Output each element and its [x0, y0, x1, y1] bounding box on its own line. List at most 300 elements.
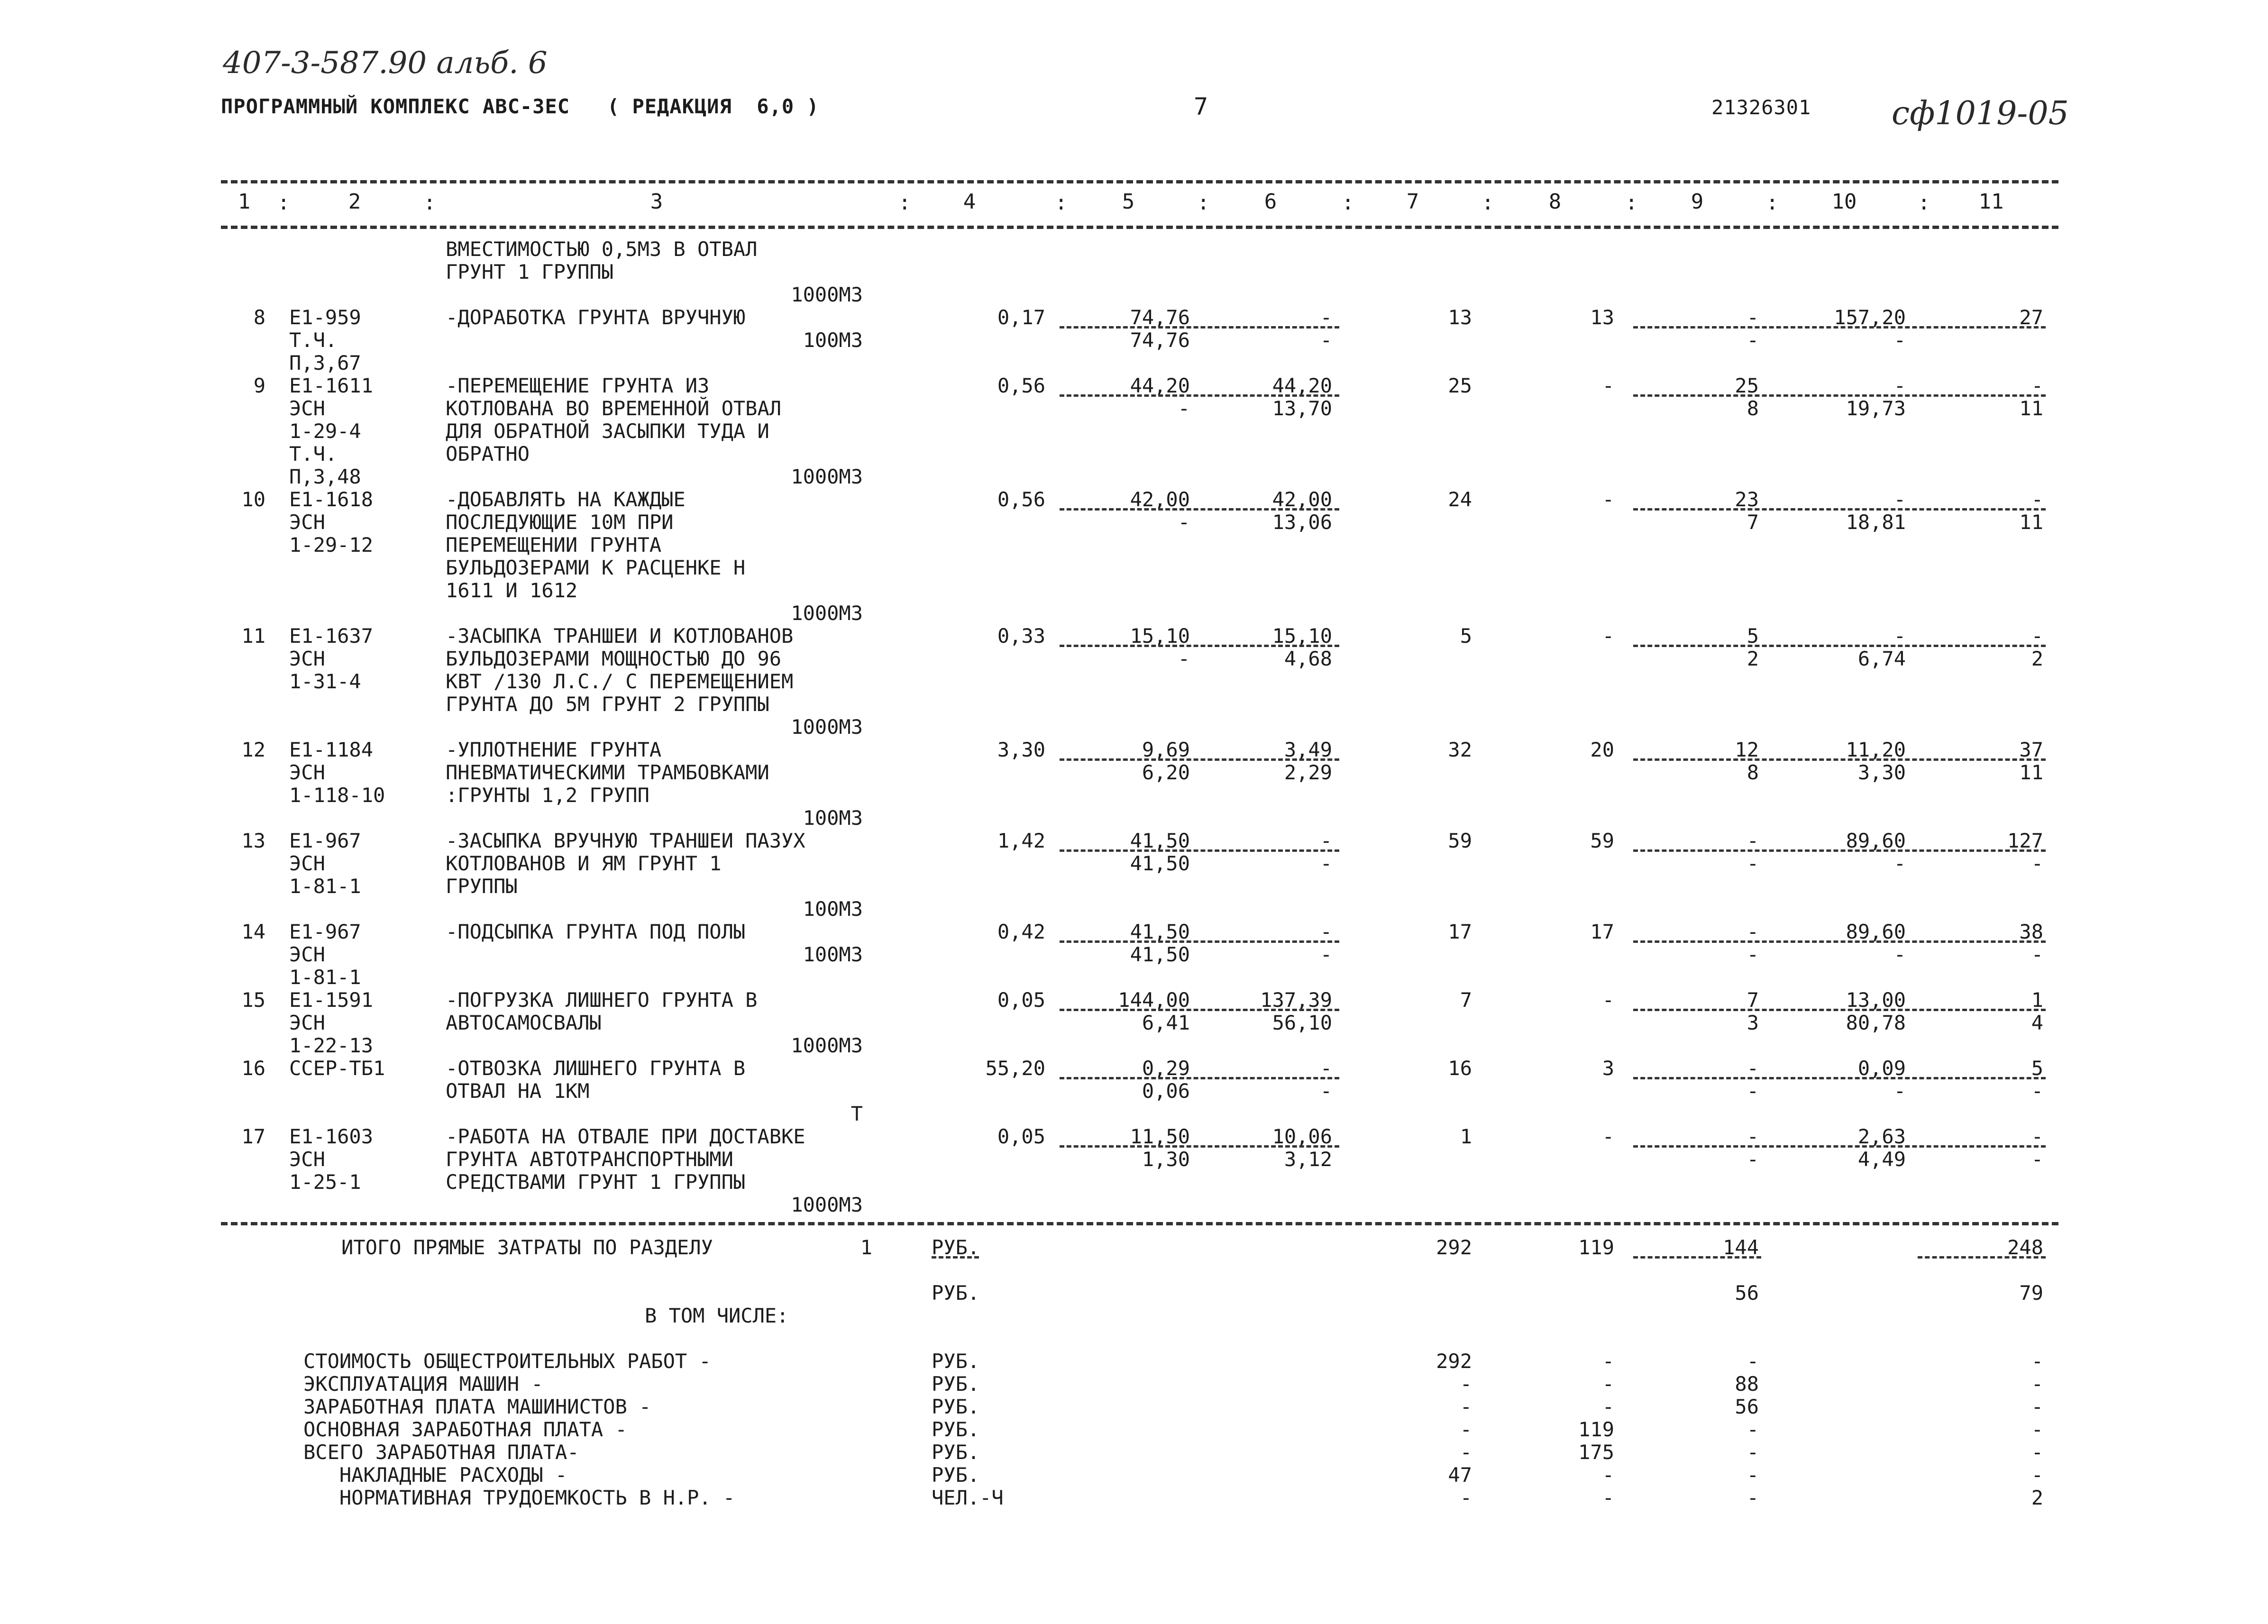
- row-col9-second: -: [1747, 943, 1759, 966]
- row-col7: 7: [1460, 988, 1472, 1012]
- column-number-2: 2: [348, 190, 361, 214]
- row-col6: 44,20: [1272, 374, 1332, 397]
- row-col10-second: 3,30: [1857, 761, 1906, 784]
- row-description: ОТВАЛ НА 1КМ: [446, 1079, 590, 1103]
- row-col11: 27: [2019, 306, 2043, 329]
- row-code: Е1-967: [289, 829, 361, 852]
- breakdown-unit: РУБ.: [932, 1418, 980, 1441]
- handwritten-document-code: сф1019-05: [1892, 95, 2069, 132]
- row-col10: 11,20: [1846, 738, 1906, 761]
- row-col8: -: [1602, 488, 1614, 511]
- breakdown-col7: -: [1460, 1372, 1472, 1396]
- cell-divider: [1633, 508, 2046, 511]
- row-col6-second: -: [1320, 1079, 1332, 1103]
- row-description: КОТЛОВАНА ВО ВРЕМЕННОЙ ОТВАЛ: [446, 397, 782, 420]
- row-col9: 7: [1747, 988, 1759, 1012]
- row-col10: 157,20: [1834, 306, 1906, 329]
- row-code: Е1-1618: [289, 488, 374, 511]
- row-col10: 13,00: [1846, 988, 1906, 1012]
- row-number: 17: [241, 1125, 265, 1148]
- breakdown-label: ВСЕГО ЗАРАБОТНАЯ ПЛАТА-: [303, 1441, 579, 1464]
- totals-label: ИТОГО ПРЯМЫЕ ЗАТРАТЫ ПО РАЗДЕЛУ: [341, 1236, 713, 1259]
- row-description: ГРУППЫ: [446, 875, 518, 898]
- row-col10: 2,63: [1857, 1125, 1906, 1148]
- row-col7: 13: [1448, 306, 1472, 329]
- cell-divider: [1633, 1256, 1761, 1259]
- cell-divider: [1633, 645, 2046, 647]
- row-col11: 1: [2031, 988, 2043, 1012]
- row-code: 1-31-4: [289, 670, 361, 693]
- breakdown-unit: ЧЕЛ.-Ч: [932, 1486, 1004, 1509]
- row-number: 8: [253, 306, 265, 329]
- row-col5-second: -: [1178, 647, 1190, 670]
- row-col10-second: -: [1893, 328, 1906, 352]
- column-number-8: 8: [1548, 190, 1562, 214]
- breakdown-col9: -: [1747, 1463, 1759, 1487]
- row-col10-second: 80,78: [1846, 1011, 1906, 1034]
- row-col5-second: 41,50: [1130, 943, 1190, 966]
- breakdown-col11: -: [2031, 1350, 2043, 1373]
- row-description: -ПОДСЫПКА ГРУНТА ПОД ПОЛЫ: [446, 920, 746, 943]
- column-separator: :: [1625, 191, 1638, 215]
- row-col10-second: 6,74: [1857, 647, 1906, 670]
- row-col11: 127: [2007, 829, 2043, 852]
- row-number: 9: [253, 374, 265, 397]
- row-col9: -: [1747, 829, 1759, 852]
- column-separator: :: [898, 191, 911, 215]
- cell-divider: [1633, 940, 2046, 943]
- row-description: -ДОБАВЛЯТЬ НА КАЖДЫЕ: [446, 488, 686, 511]
- row-number: 16: [241, 1057, 265, 1080]
- row-code: 1-29-4: [289, 420, 361, 443]
- row-col9-second: 7: [1747, 511, 1759, 534]
- row-col5: 144,00: [1118, 988, 1190, 1012]
- row-code: 1-29-12: [289, 533, 374, 557]
- row-number: 15: [241, 988, 265, 1012]
- breakdown-unit: РУБ.: [932, 1395, 980, 1418]
- breakdown-col11: -: [2031, 1418, 2043, 1441]
- row-code: Е1-1637: [289, 624, 374, 648]
- breakdown-col11: -: [2031, 1395, 2043, 1418]
- row-code: ЭСН: [289, 397, 325, 420]
- row-col9-second: -: [1747, 328, 1759, 352]
- row-col7: 16: [1448, 1057, 1472, 1080]
- breakdown-col8: -: [1602, 1486, 1614, 1509]
- row-col10-second: 18,81: [1846, 511, 1906, 534]
- row-description: АВТОСАМОСВАЛЫ: [446, 1011, 602, 1034]
- row-code: П,3,67: [289, 351, 361, 374]
- cell-divider: [1918, 1256, 2046, 1259]
- row-col10-second: -: [1893, 1079, 1906, 1103]
- row-col5: 74,76: [1130, 306, 1190, 329]
- row-description: -ОТВОЗКА ЛИШНЕГО ГРУНТА В: [446, 1057, 746, 1080]
- row-col11: -: [2031, 488, 2043, 511]
- breakdown-col8: -: [1602, 1395, 1614, 1418]
- breakdown-col8: 119: [1578, 1418, 1614, 1441]
- row-description: -ДОРАБОТКА ГРУНТА ВРУЧНУЮ: [446, 306, 746, 329]
- row-col9: 23: [1735, 488, 1759, 511]
- row-quantity: 0,56: [997, 488, 1045, 511]
- row-quantity: 1,42: [997, 829, 1045, 852]
- row-col8: 3: [1602, 1057, 1614, 1080]
- row-code: ЭСН: [289, 511, 325, 534]
- breakdown-col9: 88: [1735, 1372, 1759, 1396]
- column-separator: :: [1342, 191, 1354, 215]
- row-col8: 59: [1590, 829, 1614, 852]
- column-separator: :: [1918, 191, 1930, 215]
- breakdown-label: СТОИМОСТЬ ОБЩЕСТРОИТЕЛЬНЫХ РАБОТ -: [303, 1350, 711, 1373]
- row-col6-second: -: [1320, 328, 1332, 352]
- breakdown-col11: 2: [2031, 1486, 2043, 1509]
- row-unit: 1000М3: [791, 715, 863, 739]
- row-code: ЭСН: [289, 647, 325, 670]
- row-code: Е1-967: [289, 920, 361, 943]
- row-col8: -: [1602, 374, 1614, 397]
- cell-divider: [1633, 758, 2046, 761]
- row-number: 14: [241, 920, 265, 943]
- column-separator: :: [1766, 191, 1779, 215]
- row-col11-second: 2: [2031, 647, 2043, 670]
- row-quantity: 0,33: [997, 624, 1045, 648]
- breakdown-col9: -: [1747, 1486, 1759, 1509]
- row-col6-second: 3,12: [1284, 1148, 1332, 1171]
- breakdown-label: ЭКСПЛУАТАЦИЯ МАШИН -: [303, 1372, 543, 1396]
- cell-divider: [1060, 849, 1339, 852]
- document-number: 21326301: [1711, 96, 1811, 119]
- row-description: -ЗАСЫПКА ВРУЧНУЮ ТРАНШЕИ ПАЗУХ: [446, 829, 805, 852]
- row-col11-second: 11: [2019, 761, 2043, 784]
- totals-unit-second: РУБ.: [932, 1281, 980, 1305]
- column-separator: :: [1055, 191, 1068, 215]
- row-description: ПОСЛЕДУЮЩИЕ 10М ПРИ: [446, 511, 674, 534]
- row-col8: -: [1602, 624, 1614, 648]
- including-label: В ТОМ ЧИСЛЕ:: [645, 1304, 789, 1327]
- cell-divider: [1060, 940, 1339, 943]
- row-code: 1-81-1: [289, 966, 361, 989]
- row-col10: 0,09: [1857, 1057, 1906, 1080]
- row-col5: 41,50: [1130, 829, 1190, 852]
- row-code: ЭСН: [289, 943, 325, 966]
- row-code: Т.Ч.: [289, 442, 338, 465]
- row-code: П,3,48: [289, 465, 361, 488]
- column-separator: :: [1482, 191, 1494, 215]
- row-description: -РАБОТА НА ОТВАЛЕ ПРИ ДОСТАВКЕ: [446, 1125, 805, 1148]
- row-description: КОТЛОВАНОВ И ЯМ ГРУНТ 1: [446, 852, 722, 875]
- column-number-11: 11: [1978, 190, 2004, 214]
- row-col9-second: 8: [1747, 761, 1759, 784]
- cell-divider: [1633, 1077, 2046, 1079]
- row-code: 1-118-10: [289, 784, 385, 807]
- row-unit: 100М3: [803, 943, 863, 966]
- row-unit: 1000М3: [791, 602, 863, 625]
- row-col9: -: [1747, 920, 1759, 943]
- row-col7: 24: [1448, 488, 1472, 511]
- row-col5: 42,00: [1130, 488, 1190, 511]
- row-col11: -: [2031, 624, 2043, 648]
- totals-col11: 248: [2007, 1236, 2043, 1259]
- row-code: ЭСН: [289, 852, 325, 875]
- row-col6-second: -: [1320, 943, 1332, 966]
- row-code: Е1-959: [289, 306, 361, 329]
- row-col6: -: [1320, 1057, 1332, 1080]
- row-col6: 10,06: [1272, 1125, 1332, 1148]
- cell-divider: [1633, 1009, 2046, 1011]
- row-unit: 1000М3: [791, 1193, 863, 1216]
- row-col7: 25: [1448, 374, 1472, 397]
- row-col6-second: 13,06: [1272, 511, 1332, 534]
- column-number-9: 9: [1691, 190, 1704, 214]
- breakdown-col9: -: [1747, 1418, 1759, 1441]
- row-description: -ПОГРУЗКА ЛИШНЕГО ГРУНТА В: [446, 988, 758, 1012]
- row-description: ДЛЯ ОБРАТНОЙ ЗАСЫПКИ ТУДА И: [446, 420, 769, 443]
- breakdown-col8: -: [1602, 1350, 1614, 1373]
- breakdown-unit: РУБ.: [932, 1463, 980, 1487]
- header-rule-top: [221, 180, 2058, 183]
- row-col9-second: -: [1747, 852, 1759, 875]
- row-code: 1-22-13: [289, 1034, 374, 1057]
- row-code: ЭСН: [289, 761, 325, 784]
- row-col10-second: 4,49: [1857, 1148, 1906, 1171]
- row-description: СРЕДСТВАМИ ГРУНТ 1 ГРУППЫ: [446, 1170, 746, 1194]
- cell-divider: [1633, 849, 2046, 852]
- breakdown-col11: -: [2031, 1372, 2043, 1396]
- row-col9: 12: [1735, 738, 1759, 761]
- row-col11-second: 11: [2019, 397, 2043, 420]
- row-unit: Т: [850, 1102, 863, 1125]
- row-col6-second: 13,70: [1272, 397, 1332, 420]
- breakdown-col9: 56: [1735, 1395, 1759, 1418]
- cell-divider: [1060, 1077, 1339, 1079]
- row-description: БУЛЬДОЗЕРАМИ МОЩНОСТЬЮ ДО 96: [446, 647, 782, 670]
- row-col5-second: 74,76: [1130, 328, 1190, 352]
- row-col11-second: -: [2031, 1148, 2043, 1171]
- row-description: ОБРАТНО: [446, 442, 530, 465]
- row-col7: 59: [1448, 829, 1472, 852]
- row-col10: 89,60: [1846, 829, 1906, 852]
- row-col5-second: 41,50: [1130, 852, 1190, 875]
- row-description: ПЕРЕМЕЩЕНИИ ГРУНТА: [446, 533, 662, 557]
- breakdown-col9: -: [1747, 1350, 1759, 1373]
- row-quantity: 0,05: [997, 1125, 1045, 1148]
- cell-divider: [932, 1256, 979, 1259]
- breakdown-col7: -: [1460, 1441, 1472, 1464]
- column-number-6: 6: [1264, 190, 1277, 214]
- row-code: ЭСН: [289, 1148, 325, 1171]
- column-separator: :: [423, 191, 436, 215]
- row-col8: 17: [1590, 920, 1614, 943]
- row-code: 1-81-1: [289, 875, 361, 898]
- column-separator: :: [1197, 191, 1210, 215]
- row-quantity: 0,56: [997, 374, 1045, 397]
- row-col11-second: 4: [2031, 1011, 2043, 1034]
- row-col9-second: 3: [1747, 1011, 1759, 1034]
- breakdown-col7: -: [1460, 1395, 1472, 1418]
- row-col11-second: -: [2031, 943, 2043, 966]
- totals-col9-second: 56: [1735, 1281, 1759, 1305]
- row-quantity: 3,30: [997, 738, 1045, 761]
- row-description: -ПЕРЕМЕЩЕНИЕ ГРУНТА ИЗ: [446, 374, 710, 397]
- page-number: 7: [1194, 93, 1209, 120]
- totals-col8: 119: [1578, 1236, 1614, 1259]
- breakdown-col11: -: [2031, 1441, 2043, 1464]
- breakdown-label: ОСНОВНАЯ ЗАРАБОТНАЯ ПЛАТА -: [303, 1418, 627, 1441]
- carry-over-text: ВМЕСТИМОСТЬЮ 0,5М3 В ОТВАЛ: [446, 237, 758, 261]
- totals-unit: РУБ.: [932, 1236, 980, 1259]
- breakdown-col11: -: [2031, 1463, 2043, 1487]
- row-number: 13: [241, 829, 265, 852]
- row-col11: 37: [2019, 738, 2043, 761]
- breakdown-col8: -: [1602, 1372, 1614, 1396]
- carry-over-text: ГРУНТ 1 ГРУППЫ: [446, 260, 614, 283]
- row-description: -УПЛОТНЕНИЕ ГРУНТА: [446, 738, 662, 761]
- row-description: :ГРУНТЫ 1,2 ГРУПП: [446, 784, 649, 807]
- row-code: Т.Ч.: [289, 328, 338, 352]
- row-col10-second: -: [1893, 943, 1906, 966]
- row-col10: -: [1893, 374, 1906, 397]
- row-col8: -: [1602, 1125, 1614, 1148]
- row-col5: 15,10: [1130, 624, 1190, 648]
- totals-col7: 292: [1436, 1236, 1472, 1259]
- totals-section: 1: [860, 1236, 872, 1259]
- row-code: Е1-1591: [289, 988, 374, 1012]
- row-col5-second: -: [1178, 397, 1190, 420]
- row-col5: 11,50: [1130, 1125, 1190, 1148]
- row-col7: 1: [1460, 1125, 1472, 1148]
- breakdown-col7: -: [1460, 1418, 1472, 1441]
- breakdown-col8: 175: [1578, 1441, 1614, 1464]
- row-col10-second: 19,73: [1846, 397, 1906, 420]
- cell-divider: [1060, 326, 1339, 328]
- breakdown-unit: РУБ.: [932, 1441, 980, 1464]
- row-col9: 25: [1735, 374, 1759, 397]
- row-col5: 9,69: [1142, 738, 1190, 761]
- row-quantity: 55,20: [985, 1057, 1045, 1080]
- row-col6: 15,10: [1272, 624, 1332, 648]
- row-col7: 5: [1460, 624, 1472, 648]
- column-number-5: 5: [1122, 190, 1135, 214]
- row-col9: -: [1747, 306, 1759, 329]
- row-col6: 3,49: [1284, 738, 1332, 761]
- row-description: ГРУНТА ДО 5М ГРУНТ 2 ГРУППЫ: [446, 693, 769, 716]
- row-col6-second: 2,29: [1284, 761, 1332, 784]
- row-number: 11: [241, 624, 265, 648]
- breakdown-label: ЗАРАБОТНАЯ ПЛАТА МАШИНИСТОВ -: [303, 1395, 651, 1418]
- row-col6: -: [1320, 920, 1332, 943]
- row-code: Е1-1184: [289, 738, 374, 761]
- row-col9-second: 8: [1747, 397, 1759, 420]
- row-col6-second: 56,10: [1272, 1011, 1332, 1034]
- row-quantity: 0,42: [997, 920, 1045, 943]
- totals-col9: 144: [1723, 1236, 1759, 1259]
- row-col9: -: [1747, 1125, 1759, 1148]
- row-col5-second: 6,20: [1142, 761, 1190, 784]
- row-col11: -: [2031, 1125, 2043, 1148]
- row-col6: -: [1320, 829, 1332, 852]
- row-col8: -: [1602, 988, 1614, 1012]
- totals-rule: [221, 1222, 2058, 1225]
- row-code: ЭСН: [289, 1011, 325, 1034]
- column-separator: :: [277, 191, 290, 215]
- row-col5-second: 0,06: [1142, 1079, 1190, 1103]
- cell-divider: [1633, 326, 2046, 328]
- handwritten-album-note: 407-3-587.90 альб. 6: [223, 46, 548, 81]
- row-description: 1611 И 1612: [446, 579, 578, 602]
- row-code: ССЕР-ТБ1: [289, 1057, 385, 1080]
- row-col5: 0,29: [1142, 1057, 1190, 1080]
- column-number-10: 10: [1831, 190, 1857, 214]
- row-col6: 42,00: [1272, 488, 1332, 511]
- carry-over-unit: 1000М3: [791, 283, 863, 306]
- row-col9: 5: [1747, 624, 1759, 648]
- row-col7: 32: [1448, 738, 1472, 761]
- cell-divider: [1633, 394, 2046, 397]
- row-unit: 1000М3: [791, 465, 863, 488]
- totals-col11-second: 79: [2019, 1281, 2043, 1305]
- row-description: БУЛЬДОЗЕРАМИ К РАСЦЕНКЕ Н: [446, 556, 746, 579]
- row-quantity: 0,05: [997, 988, 1045, 1012]
- column-number-1: 1: [238, 190, 251, 214]
- breakdown-unit: РУБ.: [932, 1350, 980, 1373]
- row-code: 1-25-1: [289, 1170, 361, 1194]
- breakdown-col8: -: [1602, 1463, 1614, 1487]
- breakdown-col7: 292: [1436, 1350, 1472, 1373]
- row-col11-second: -: [2031, 852, 2043, 875]
- row-col9-second: 2: [1747, 647, 1759, 670]
- row-col6-second: 4,68: [1284, 647, 1332, 670]
- row-code: Е1-1603: [289, 1125, 374, 1148]
- program-title: ПРОГРАММНЫЙ КОМПЛЕКС АВС-3ЕС ( РЕДАКЦИЯ 6,0 ): [221, 95, 819, 118]
- row-col10-second: -: [1893, 852, 1906, 875]
- row-col6: -: [1320, 306, 1332, 329]
- row-col11: -: [2031, 374, 2043, 397]
- row-col11: 5: [2031, 1057, 2043, 1080]
- row-col9: -: [1747, 1057, 1759, 1080]
- row-col8: 13: [1590, 306, 1614, 329]
- row-col5: 41,50: [1130, 920, 1190, 943]
- row-code: Е1-1611: [289, 374, 374, 397]
- row-unit: 100М3: [803, 897, 863, 921]
- row-col11: 38: [2019, 920, 2043, 943]
- row-description: КВТ /130 Л.С./ С ПЕРЕМЕЩЕНИЕМ: [446, 670, 794, 693]
- breakdown-col7: -: [1460, 1486, 1472, 1509]
- row-col9-second: -: [1747, 1079, 1759, 1103]
- row-description: ПНЕВМАТИЧЕСКИМИ ТРАМБОВКАМИ: [446, 761, 769, 784]
- column-number-7: 7: [1406, 190, 1419, 214]
- row-col5-second: 6,41: [1142, 1011, 1190, 1034]
- row-unit: 1000М3: [791, 1034, 863, 1057]
- row-description: ГРУНТА АВТОТРАНСПОРТНЫМИ: [446, 1148, 733, 1171]
- row-number: 10: [241, 488, 265, 511]
- row-description: -ЗАСЫПКА ТРАНШЕИ И КОТЛОВАНОВ: [446, 624, 794, 648]
- row-col8: 20: [1590, 738, 1614, 761]
- row-col10: -: [1893, 488, 1906, 511]
- row-col5-second: -: [1178, 511, 1190, 534]
- row-col6-second: -: [1320, 852, 1332, 875]
- row-col10: -: [1893, 624, 1906, 648]
- column-number-3: 3: [650, 190, 663, 214]
- row-col7: 17: [1448, 920, 1472, 943]
- row-col5: 44,20: [1130, 374, 1190, 397]
- breakdown-col9: -: [1747, 1441, 1759, 1464]
- header-rule-bottom: [221, 226, 2058, 229]
- row-col6: 137,39: [1260, 988, 1332, 1012]
- cell-divider: [1633, 1145, 2046, 1148]
- row-number: 12: [241, 738, 265, 761]
- row-quantity: 0,17: [997, 306, 1045, 329]
- row-unit: 100М3: [803, 328, 863, 352]
- row-col11-second: 11: [2019, 511, 2043, 534]
- column-number-4: 4: [963, 190, 976, 214]
